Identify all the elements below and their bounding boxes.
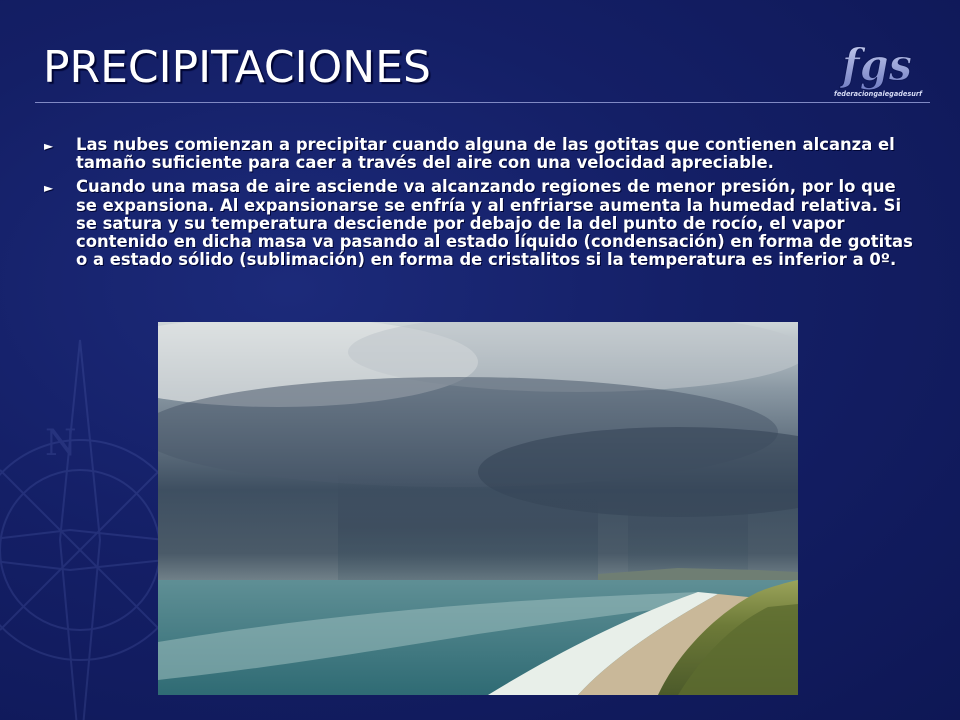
bullet-arrow-icon: ► <box>44 139 54 153</box>
fgs-logo-icon <box>832 30 924 100</box>
svg-text:N: N <box>45 423 77 464</box>
bullet-list <box>40 136 920 275</box>
bullet-arrow-icon: ► <box>44 181 54 196</box>
logo-caption: federaciongalegadesurf <box>834 90 923 98</box>
svg-text:S <box>0 593 1 628</box>
slide-title: PRECIPITACIONES <box>43 42 431 93</box>
coastal-storm-photo <box>158 322 798 695</box>
bullet-text: Las nubes comienzan a precipitar cuando alguna de las gotitas que contienen alcanza el tamaño suficiente para caer a través del aire con una velocidad apreciable. <box>76 135 895 173</box>
bullet-text: Cuando una masa de aire asciende va alcanzando regiones de menor presión, por lo que se expansiona. Al expansionarse se enfría y al enfriarse aumenta la humedad relativa. Si se satura y su temperatura desciende por debajo de la del punto de rocío, el vapor contenido en dicha masa va pasando al estado líquido (condensación) en forma de gotitas o a estado sólido (sublimación) en forma de cristalitos si la temperatura es inferior a 0º. <box>76 177 913 270</box>
logo-letters: fgs <box>839 40 912 91</box>
title-divider <box>35 102 930 103</box>
bullet-item <box>40 178 920 269</box>
bullet-item <box>40 136 920 172</box>
